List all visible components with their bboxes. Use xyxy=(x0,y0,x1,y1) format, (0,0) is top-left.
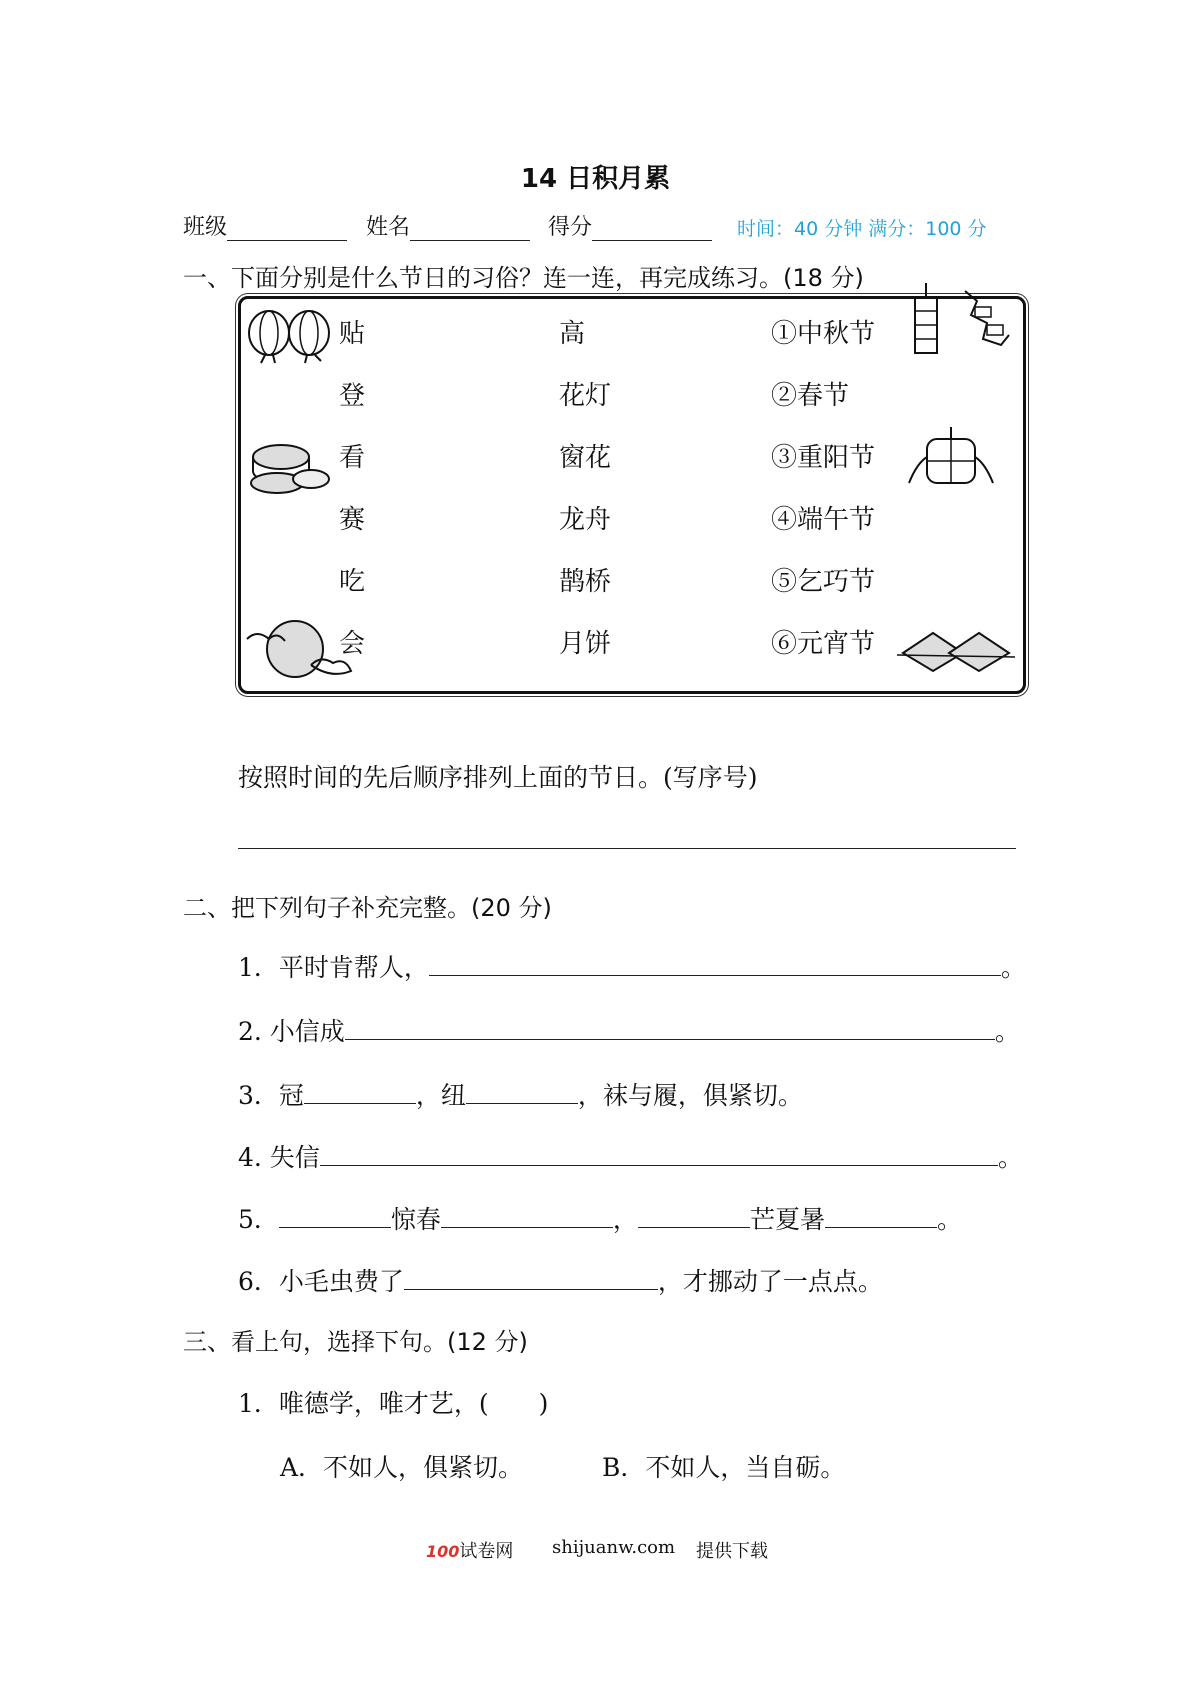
verb-2[interactable]: 登 xyxy=(339,381,366,411)
page-title: 14 日积月累 xyxy=(520,164,671,194)
matching-box xyxy=(238,296,1026,694)
score-field xyxy=(548,210,712,241)
class-label: 班级 xyxy=(183,215,228,240)
section1-heading: 一、下面分别是什么节日的习俗？连一连，再完成练习。(18 分) xyxy=(183,264,864,292)
site-name: 试卷网 xyxy=(459,1541,514,1562)
moon-cloud-illustration xyxy=(243,617,353,681)
verb-5[interactable]: 吃 xyxy=(339,567,366,597)
festival-4[interactable]: ④端午节 xyxy=(771,505,876,535)
object-6[interactable]: 月饼 xyxy=(559,629,612,659)
order-answer-line[interactable] xyxy=(238,848,1016,849)
question-2-4: 4. 失信 。 xyxy=(238,1143,1023,1172)
option-b[interactable]: B．不如人，当自砺。 xyxy=(602,1453,846,1482)
q2-4-blank[interactable] xyxy=(320,1141,998,1166)
question-2-1: 1．平时肯帮人， 。 xyxy=(238,953,1026,982)
section3-heading: 三、看上句，选择下句。(12 分) xyxy=(183,1328,528,1356)
name-field xyxy=(366,210,530,241)
name-blank[interactable] xyxy=(410,240,530,241)
festival-6[interactable]: ⑥元宵节 xyxy=(771,629,876,659)
question-2-3: 3．冠 ，纽 ，袜与履，俱紧切。 xyxy=(238,1081,803,1110)
festival-2[interactable]: ②春节 xyxy=(771,381,850,411)
lantern-illustration xyxy=(245,303,337,365)
q2-1-text: 1．平时肯帮人， xyxy=(238,953,429,982)
zongzi-illustration xyxy=(893,623,1019,681)
object-1[interactable]: 高 xyxy=(559,319,586,349)
object-3[interactable]: 窗花 xyxy=(559,443,612,473)
festival-5[interactable]: ⑤乞巧节 xyxy=(771,567,876,597)
firecracker-illustration xyxy=(905,277,1017,363)
q2-2-blank[interactable] xyxy=(345,1015,995,1040)
q2-5-blank-d[interactable] xyxy=(825,1203,937,1228)
mooncake-illustration xyxy=(247,439,335,503)
festival-3[interactable]: ③重阳节 xyxy=(771,443,876,473)
question-2-6: 6．小毛虫费了 ，才挪动了一点点。 xyxy=(238,1267,883,1296)
q2-5-blank-a[interactable] xyxy=(279,1203,391,1228)
class-blank[interactable] xyxy=(227,240,347,241)
object-2[interactable]: 花灯 xyxy=(559,381,612,411)
hanging-lantern-illustration xyxy=(905,423,1001,503)
q2-5-blank-c[interactable] xyxy=(638,1203,750,1228)
festival-1[interactable]: ①中秋节 xyxy=(771,319,876,349)
verb-6[interactable]: 会 xyxy=(339,629,366,659)
object-4[interactable]: 龙舟 xyxy=(559,505,612,535)
site-logo: 100 xyxy=(426,1542,460,1561)
order-instruction: 按照时间的先后顺序排列上面的节日。(写序号) xyxy=(238,763,758,792)
score-label: 得分 xyxy=(548,215,593,240)
verb-4[interactable]: 赛 xyxy=(339,505,366,535)
name-label: 姓名 xyxy=(366,215,411,240)
object-5[interactable]: 鹊桥 xyxy=(559,567,612,597)
time-info: 时间：40 分钟 满分：100 分 xyxy=(737,218,987,240)
q2-2-text: 2. 小信成 xyxy=(238,1017,345,1046)
q2-6-blank[interactable] xyxy=(404,1265,658,1290)
q2-3-blank-b[interactable] xyxy=(466,1079,578,1104)
verb-1[interactable]: 贴 xyxy=(339,319,366,349)
score-blank[interactable] xyxy=(592,240,712,241)
question-2-2: 2. 小信成 。 xyxy=(238,1017,1020,1046)
class-field xyxy=(183,210,347,241)
q2-5-blank-b[interactable] xyxy=(441,1203,613,1228)
section2-heading: 二、把下列句子补充完整。(20 分) xyxy=(183,894,552,922)
q2-3-blank-a[interactable] xyxy=(304,1079,416,1104)
q2-1-blank[interactable] xyxy=(429,951,1001,976)
question-2-5: 5． 惊春 ， 芒夏暑 。 xyxy=(238,1205,962,1234)
footer-brand xyxy=(426,1537,513,1563)
footer-note: 提供下载 xyxy=(696,1541,768,1562)
option-a[interactable]: A．不如人，俱紧切。 xyxy=(280,1453,524,1482)
question-3-1: 1．唯德学，唯才艺，( ) xyxy=(238,1389,549,1418)
verb-3[interactable]: 看 xyxy=(339,443,366,473)
footer-url[interactable]: shijuanw.com xyxy=(552,1537,676,1558)
